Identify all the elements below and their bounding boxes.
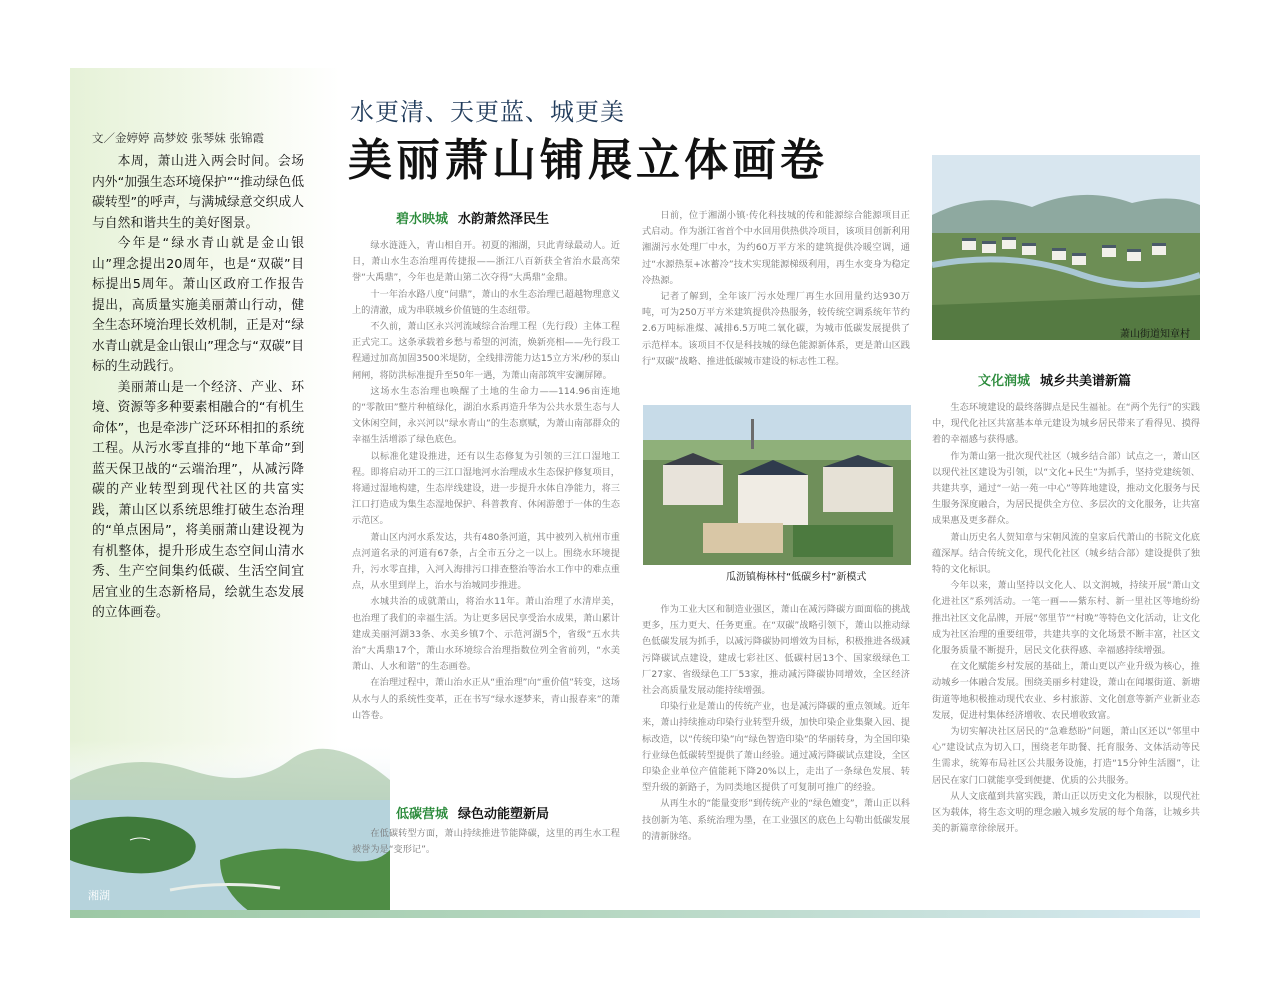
paragraph: 在文化赋能乡村发展的基础上，萧山更以产业升级为核心，推动城乡一体融合发展。围绕美丽乡村建设，萧山在闻堰街道、新塘街道等地积极推动现代农业、乡村旅游、文化创意等新产业新业态发展，促进村集体经济增收、农民增收致富。: [932, 661, 1200, 721]
article-column-1b: [352, 826, 620, 862]
paragraph: 十一年治水路八度“问鼎”，萧山的水生态治理已超越物理意义上的清澈，成为串联城乡价值链的生态纽带。: [352, 288, 620, 316]
paragraph: 以标准化建设推进，还有以生态修复为引领的三江口湿地工程。即将启动开工的三江口湿地河水治理成水生态保护修复项目，将通过湿地构建，生态岸线建设，进一步提升水体自净能力，将三江口打造成为集生态湿地保护、科普教育、休闲游憩于一体的生态示范区。: [352, 450, 620, 527]
intro-paragraph: 美丽萧山是一个经济、产业、环境、资源等多种要素相融合的“有机生命体”，也是牵涉广泛环环相扣的系统工程。从污水零直排的“地下革命”到蓝天保卫战的“云端治理”，从减污降碳的产业转型到现代社区的共富实践，萧山区以系统思维打破生态治理的“单点困局”，将美丽萧山建设视为有机整体，提升形成生态空间山清水秀、生产空间集约低碳、生活空间宜居宜业的生态新格局，绘就生态发展的立体画卷。: [92, 379, 304, 620]
solar-village-photo: [643, 405, 911, 565]
article-column-1a: [352, 238, 620, 786]
village-aerial-caption: 萧山街道知章村: [1120, 329, 1190, 340]
paragraph: 在治理过程中，萧山治水正从“重治理”向“重价值”转变，这场从水与人的系统性变革，正在书写“绿水逐梦来，青山报春来”的萧山答卷。: [352, 677, 620, 721]
paragraph: 在低碳转型方面，萧山持续推进节能降碳，这里的再生水工程被誉为是“变形记”。: [352, 828, 620, 856]
village-aerial-photo: [932, 155, 1200, 340]
bottom-decorative-band: [70, 910, 1200, 918]
section-subtitle: 绿色动能塑新局: [458, 807, 550, 822]
paragraph: 今年以来，萧山坚持以文化人、以文润城，持续开展“萧山文化进社区”系列活动。一笔一画——紫东村、新一里社区等地纷纷推出社区文化品牌，开展“邻里节”“村晚”等特色文化活动，让文化成为社区治理的重要纽带，共建共享的文化场景不断丰富，社区文化服务质量不断提升，居民文化获得感、幸福感持续增强。: [932, 580, 1200, 657]
headline-kicker: 水更清、天更蓝、城更美: [350, 98, 625, 126]
paragraph: 作为工业大区和制造业强区，萧山在减污降碳方面面临的挑战更多，压力更大、任务更重。在“双碳”战略引领下，萧山以推动绿色低碳发展为抓手，以减污降碳协同增效为目标，积极推进各级减污降碳试点建设，建成七彩社区、低碳村居13个、国家级绿色工厂27家、省级绿色工厂53家，推动减污降碳协同增效，全区经济社会高质量发展动能持续增强。: [642, 604, 910, 697]
paragraph: 水城共治的成就萧山，将治水11年。萧山治理了水清岸美，也治理了我们的幸福生活。为让更多居民享受治水成果，萧山累计建成美丽河湖33条、水美乡镇7个、示范河湖5个，省级“五水共治”大禹鼎17个，萧山水环境综合治理指数位列全省前列，“水美萧山、人水和谐”的生态画卷。: [352, 596, 620, 673]
solar-village-caption: 瓜沥镇梅林村“低碳乡村”新模式: [726, 572, 867, 583]
article-column-2b: [642, 602, 910, 864]
paragraph: 记者了解到，全年该厂污水处理厂再生水回用量约达930万吨，可为250万平方米建筑提供冷热服务，较传统空调系统年节约2.6万吨标准煤、减排6.5万吨二氧化碳，为城市低碳发展提供了示范样本。该项目不仅是科技城的绿色能源新体系，更是萧山区践行“双碳”战略、推进低碳城市建设的标志性工程。: [642, 291, 910, 367]
section-subtitle: 水韵萧然泽民生: [458, 212, 550, 227]
intro-paragraph: 今年是“绿水青山就是金山银山”理念提出20周年，也是“双碳”目标提出5周年。萧山区政府工作报告提出，高质量实施美丽萧山行动，健全生态环境治理长效机制，正是对“绿水青山就是金山银山”理念与“双碳”目标的生动践行。: [92, 236, 304, 374]
byline: 文／金婷婷 高梦姣 张琴妹 张锦霞: [92, 131, 264, 145]
paragraph: 作为萧山第一批次现代社区（城乡结合部）试点之一，萧山区以现代社区建设为引领，以“文化+民生”为抓手，坚持党建统领、共建共享，通过“一站一苑一中心”等阵地建设，推动文化服务与民生服务深度融合，为居民提供全方位、多层次的文化服务，让共富成果惠及更多群众。: [932, 450, 1200, 527]
lake-photo-graphic: [70, 740, 390, 912]
intro-text: [92, 152, 304, 624]
paragraph: 印染行业是萧山的传统产业，也是减污降碳的重点领域。近年来，萧山持续推动印染行业转型升级，加快印染企业集聚入园、提标改造，以“传统印染”向“绿色智造印染”的华丽转身，为全国印染行业绿色低碳转型提供了萧山经验。通过减污降碳试点建设，全区印染企业单位产值能耗下降20%以上，走出了一条绿色发展、转型升级的新路子，为同类地区提供了可复制可推广的经验。: [642, 701, 910, 794]
paragraph: 生态环境建设的最终落脚点是民生福祉。在“两个先行”的实践中，现代化社区共富基本单元建设为城乡居民带来了看得见、摸得着的幸福感与获得感。: [932, 402, 1200, 446]
paragraph: 不久前，萧山区永兴河流域综合治理工程（先行段）主体工程正式完工。这条承载着乡愁与希望的河流，焕新亮相——先行段工程通过加高加固3500米堤防，全线排涝能力达15立方米/秒的泵山闸闸，将防洪标准提升至50年一遇，为萧山南部筑牢安澜屏障。: [352, 321, 620, 381]
paragraph: 从再生水的“能量变形”到传统产业的“绿色嬗变”，萧山正以科技创新为笔、系统治理为墨，在工业强区的底色上勾勒出低碳发展的清新脉络。: [642, 798, 910, 842]
solar-village-graphic: [643, 405, 911, 565]
headline-title: 美丽萧山铺展立体画卷: [348, 135, 828, 186]
paragraph: 绿水涟涟入，青山相自开。初夏的湘湖，只此青绿最动人。近日，萧山水生态治理再传捷报——浙江八百新获全省治水最高荣誉“大禹鼎”，今年也是萧山第二次夺得“大禹鼎”金鼎。: [352, 240, 620, 284]
paragraph: 为切实解决社区居民的“急难愁盼”问题，萧山区还以“邻里中心”建设试点为切入口，围绕老年助餐、托育服务、文体活动等民生需求，统筹布局社区公共服务设施，打造“15分钟生活圈”，让居民在家门口就能享受到便捷、优质的公共服务。: [932, 726, 1200, 786]
intro-paragraph: 本周，萧山进入两会时间。会场内外“加强生态环境保护”“推动绿色低碳转型”的呼声，与满城绿意交织成人与自然和谐共生的美好图景。: [92, 154, 304, 231]
section-heading-culture: [978, 370, 1131, 389]
section-tag: 碧水映城: [396, 212, 449, 227]
lake-photo: [70, 740, 390, 912]
section-subtitle: 城乡共美谱新篇: [1040, 374, 1132, 389]
paragraph: 这场水生态治理也唤醒了土地的生命力——114.96亩连地的“零散田”整片种植绿化，湖泊水系再造升华为公共水景生态与人文休闲空间，永兴河以“绿水青山”的生态禀赋，为萧山南部群众的幸福生活增添了绿色底色。: [352, 385, 620, 446]
article-column-3: [932, 400, 1200, 864]
paragraph: 从人文底蕴到共富实践，萧山正以历史文化为根脉，以现代社区为载体，将生态文明的理念融入城乡发展的每个角落，让城乡共美的新篇章徐徐展开。: [932, 790, 1200, 835]
section-heading-lowcarbon: [396, 803, 549, 822]
section-tag: 文化润城: [978, 374, 1031, 389]
paragraph: 日前，位于湘湖小镇·传化科技城的传和能源综合能源项目正式启动。作为浙江省首个中水回用供热供冷项目，该项目创新利用湘湖污水处理厂中水，为约60万平方米的建筑提供冷暖空调，通过“水源热泵+冰蓄冷”技术实现能源梯级利用，再生水变身为稳定冷热源。: [642, 210, 910, 286]
paragraph: 萧山区内河水系发达，共有480条河道，其中被列入杭州市重点河道名录的河道有67条，占全市五分之一以上。围绕水环境提升，污水零直排，入河入海排污口排查整治等治水工作中的难点重点，从水里到岸上，治水与治城同步推进。: [352, 531, 620, 592]
article-column-2a: [642, 208, 910, 394]
section-tag: 低碳营城: [396, 807, 449, 822]
paragraph: 萧山历史名人贺知章与宋朝风流的皇家后代萧山的书院文化底蕴深厚。结合传统文化，现代化社区（城乡结合部）建设提供了独特的文化标识。: [932, 531, 1200, 576]
village-aerial-graphic: [932, 155, 1200, 340]
section-heading-water: [396, 208, 549, 227]
lake-caption: 湘湖: [88, 889, 110, 902]
